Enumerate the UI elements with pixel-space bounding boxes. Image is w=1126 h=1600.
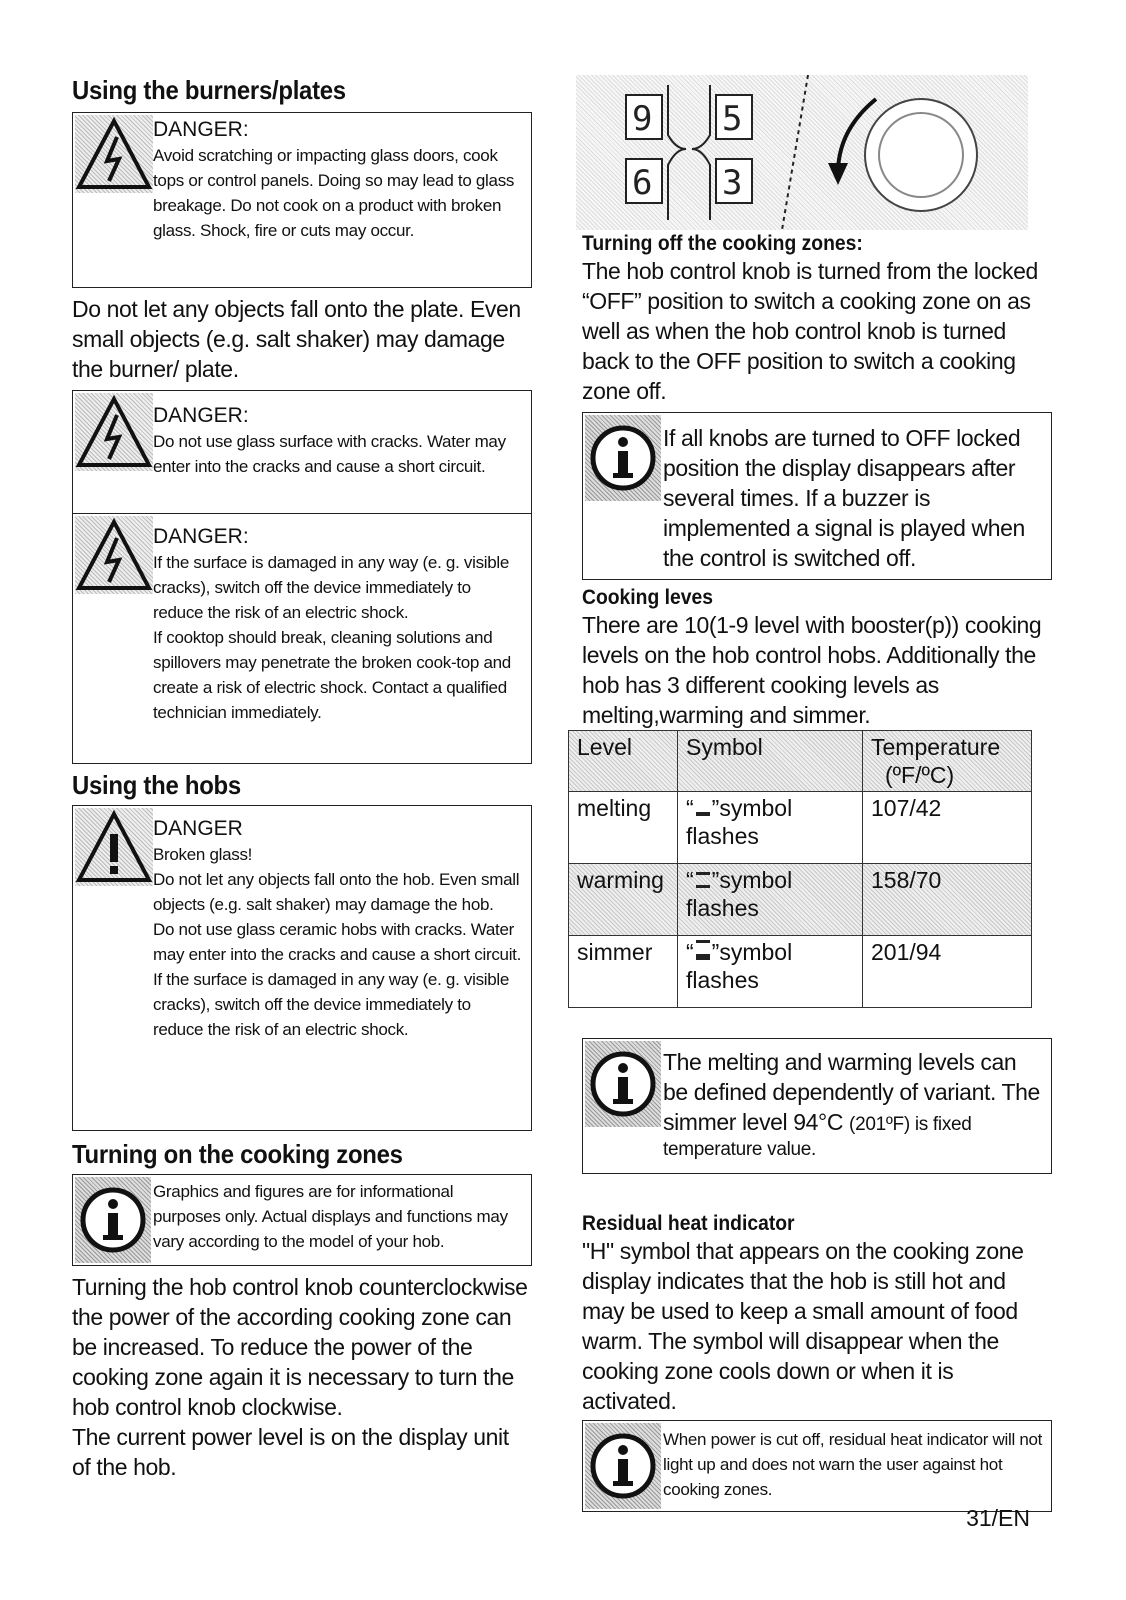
temp-cell: 158/70 (863, 864, 1032, 936)
symbol-cell: “ ”symbol flashes (678, 864, 863, 936)
table-row (569, 936, 1032, 1008)
page-number: 31/EN (966, 1505, 1030, 1531)
paragraph: Turning the hob control knob counterclockwise the power of the according cooking zone can be increased. To reduce the power of the cooking zone again it is necessary to turn the hob control knob clockwise. (72, 1274, 528, 1420)
info-icon (585, 1423, 661, 1509)
danger-text: If cooktop should break, cleaning solutions and spillovers may penetrate the broken cook-top and create a risk of electric shock. Contact a qualified technician immediately. (153, 628, 511, 722)
warning-exclamation-icon (75, 808, 153, 886)
temperature-unit: (ºF/ºC) (885, 762, 955, 788)
display-digit: 9 (632, 99, 653, 139)
danger-box-3 (72, 514, 532, 764)
info-text: Graphics and figures are for informational purposes only. Actual displays and functions may vary according to the model of your hob. (153, 1182, 508, 1251)
warning-electric-icon (75, 393, 153, 471)
table-header-row (569, 731, 1032, 792)
section-title-turning-on: Turning on the cooking zones (72, 1139, 403, 1169)
table-row (569, 864, 1032, 936)
danger-text: Avoid scratching or impacting glass doors, cook tops or control panels. Doing so may lead to glass breakage. Do not cook on a product with broken glass. Shock, fire or cuts may occur. (153, 146, 515, 240)
paragraph: "H" symbol that appears on the cooking zone display indicates that the hob is still hot and may be used to keep a small amount of food warm. The symbol will disappear when the cooking zone cools down or when it is activated. (582, 1238, 1024, 1414)
level-cell: simmer (569, 936, 678, 1008)
display-digit: 3 (722, 163, 743, 203)
danger-text: If the surface is damaged in any way (e. g. visible cracks), switch off the device immediately to reduce the risk of an electric shock. (153, 553, 510, 622)
danger-text: Do not let any objects fall onto the hob. Even small objects (e.g. salt shaker) may damage the hob. (153, 870, 520, 914)
warming-symbol-icon (696, 872, 710, 888)
info-text: When power is cut off, residual heat indicator will not light up and does not warn the user against hot cooking zones. (663, 1430, 1043, 1499)
danger-box-2 (72, 390, 532, 514)
temperature-header: Temperature (871, 734, 1001, 760)
table-row (569, 792, 1032, 864)
danger-title: DANGER: (153, 525, 249, 548)
left-column (72, 75, 532, 1482)
danger-box-4 (72, 805, 532, 1131)
cooking-levels-table (568, 730, 1032, 1008)
right-column (577, 232, 1052, 1512)
section-title-cooking-levels: Cooking leves (582, 586, 713, 609)
danger-text: Do not use glass surface with cracks. Water may enter into the cracks and cause a short circuit. (153, 432, 506, 476)
info-text: If all knobs are turned to OFF locked position the display disappears after several times. If a buzzer is implemented a signal is played when the control is switched off. (663, 425, 1025, 571)
level-cell: warming (569, 864, 678, 936)
section-title-burners: Using the burners/plates (72, 75, 346, 105)
section-title-residual-heat: Residual heat indicator (582, 1212, 795, 1235)
paragraph: Do not let any objects fall onto the plate. Even small objects (e.g. salt shaker) may damage the burner/ plate. (72, 296, 521, 382)
info-icon (585, 1041, 661, 1127)
melting-symbol-icon (696, 812, 710, 816)
symbol-cell: “ ”symbol flashes (678, 792, 863, 864)
danger-box-1 (72, 112, 532, 288)
info-box-3 (582, 1038, 1052, 1174)
simmer-symbol-icon (696, 940, 710, 960)
temp-cell: 107/42 (863, 792, 1032, 864)
table-header: Symbol (678, 731, 863, 792)
table-header: Level (569, 731, 678, 792)
info-text: (201ºF) is fixed temperature value. (663, 1114, 972, 1160)
info-box-1 (72, 1174, 532, 1266)
danger-text: If the surface is damaged in any way (e. g. visible cracks), switch off the device immediately to reduce the risk of an electric shock. (153, 970, 510, 1039)
danger-title: DANGER (153, 817, 243, 840)
paragraph: The hob control knob is turned from the locked “OFF” position to switch a cooking zone on as well as when the hob control knob is turned back to the OFF position to switch a cooking zone off. (582, 258, 1038, 404)
symbol-cell: “ ”symbol flashes (678, 936, 863, 1008)
info-icon (585, 415, 661, 501)
danger-text: Broken glass! (153, 845, 253, 864)
info-box-2 (582, 412, 1052, 580)
display-digit: 6 (632, 163, 653, 203)
level-cell: melting (569, 792, 678, 864)
warning-electric-icon (75, 516, 153, 594)
paragraph: The current power level is on the display unit of the hob. (72, 1424, 509, 1480)
warning-electric-icon (75, 115, 153, 193)
danger-title: DANGER: (153, 404, 249, 427)
display-digit: 5 (722, 99, 743, 139)
info-box-4 (582, 1420, 1052, 1512)
info-icon (75, 1177, 151, 1263)
section-title-hobs: Using the hobs (72, 770, 241, 800)
paragraph: There are 10(1-9 level with booster(p)) cooking levels on the hob control hobs. Additionally the hob has 3 different cooking levels as melting,warming and simmer. (582, 612, 1042, 728)
table-header (863, 731, 1032, 792)
danger-text: Do not use glass ceramic hobs with cracks. Water may enter into the cracks and cause a short circuit. (153, 920, 522, 964)
temp-cell: 201/94 (863, 936, 1032, 1008)
danger-title: DANGER: (153, 118, 249, 141)
hob-display-figure (576, 75, 1028, 230)
info-text: The melting and warming levels can be defined dependently of variant. The simmer level 94°C (663, 1049, 1040, 1135)
section-title-turning-off: Turning off the cooking zones: (582, 232, 863, 255)
